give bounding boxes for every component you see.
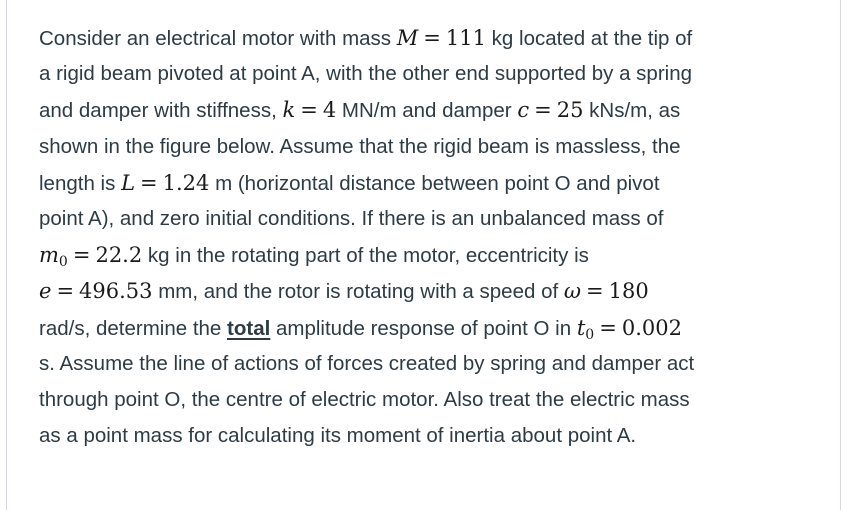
text-run: kNs/m, as [583,99,681,123]
math-term: M [396,26,419,50]
math-term: 25 [556,98,584,123]
text-run: through point O, the centre of electric motor. Also treat the electric mass [39,387,690,411]
math-term: 180 [608,279,649,304]
text-line [39,92,819,128]
text-line [39,273,819,309]
text-line [39,382,819,418]
text-run: rad/s, determine the [39,316,228,340]
math-term: c [517,98,530,123]
math-operator: = [140,170,158,195]
text-run: length is [39,171,122,195]
text-run: point A), and zero initial conditions. If there is an unbalanced mass of [39,206,664,230]
math-subscript: 0 [585,326,595,343]
math-term: m [39,243,59,268]
text-run: and damper with stiffness, [39,99,283,123]
math-term: 496.53 [79,279,153,304]
math-operator: = [72,243,91,268]
text-run: as a point mass for calculating its moment of inertia about point A. [39,424,637,448]
text-line [39,56,819,92]
text-run: mm, and the rotor is rotating with a speed of [152,280,564,304]
math-subscript: 0 [58,254,68,271]
text-run: m (horizontal distance between point O and pivot [209,171,660,195]
text-run: s. Assume the line of actions of forces created by spring and damper act [39,351,695,375]
text-run: MN/m and damper [336,99,518,123]
text-line [39,310,819,346]
text-run: kg in the rotating part of the motor, eccentricity is [142,244,589,268]
text-line [39,418,819,454]
math-term: 0.002 [621,315,682,340]
math-term: k [282,98,296,123]
text-line [39,20,819,56]
math-operator: = [586,279,604,304]
math-term: ω [563,279,581,304]
text-line [39,165,819,201]
emphasis-text: total [227,316,271,340]
text-run: shown in the figure below. Assume that the rigid beam is massless, the [39,134,681,158]
math-term: 1.24 [162,170,210,195]
math-term: t [576,315,586,340]
question-card [6,0,841,510]
text-line [39,201,819,237]
text-line [39,237,819,273]
question-text [39,20,819,454]
text-run: amplitude response of point O in [270,316,577,340]
math-term: 111 [445,26,486,50]
text-line [39,129,819,165]
math-term: 22.2 [95,243,143,268]
math-operator: = [423,26,441,50]
math-operator: = [56,279,75,304]
text-run: kg located at the tip of [485,27,693,50]
text-run: Consider an electrical motor with mass [39,27,397,50]
math-term: 4 [322,98,337,123]
math-term: L [121,170,136,195]
math-term: e [39,279,52,304]
math-operator: = [534,98,552,123]
text-line [39,346,819,382]
text-run: a rigid beam pivoted at point A, with the other end supported by a spring [39,62,692,86]
math-operator: = [300,98,318,123]
math-operator: = [599,315,617,340]
